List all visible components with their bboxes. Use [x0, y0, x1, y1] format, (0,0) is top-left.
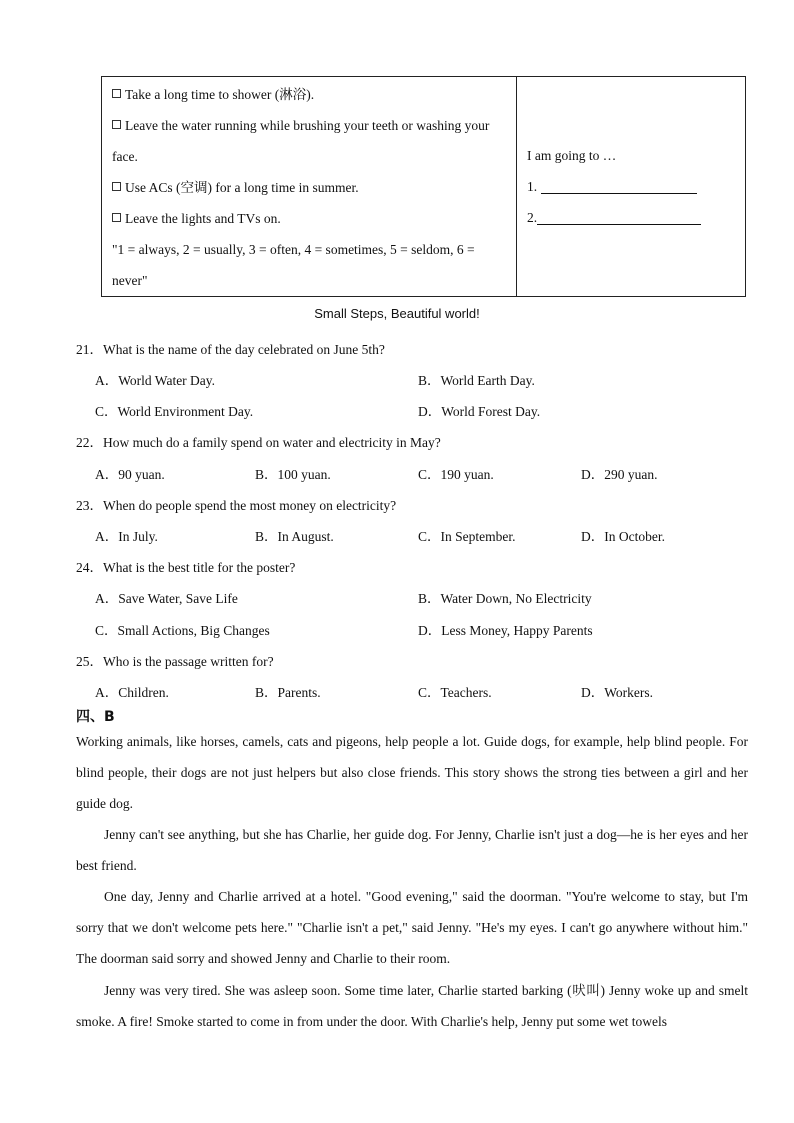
- checkbox-icon[interactable]: [112, 182, 121, 191]
- option-d[interactable]: D．Less Money, Happy Parents: [418, 623, 593, 638]
- option-c[interactable]: C．Teachers.: [418, 685, 492, 700]
- question-stem: 25．Who is the passage written for?: [76, 654, 274, 669]
- option-c[interactable]: C．World Environment Day.: [95, 404, 254, 419]
- habit-item: Use ACs (空调) for a long time in summer.: [112, 172, 516, 203]
- option-c[interactable]: C．190 yuan.: [418, 467, 494, 482]
- poster-table: [101, 76, 746, 297]
- option-b[interactable]: B．World Earth Day.: [418, 373, 535, 388]
- question-stem: 22．How much do a family spend on water and electricity in May?: [76, 435, 441, 450]
- checkbox-icon[interactable]: [112, 120, 121, 129]
- passage-paragraph: Working animals, like horses, camels, cats and pigeons, help people a lot. Guide dogs, for example, help blind people. For blind people, their dogs are not just helpers but also close friends. This story shows the strong ties between a girl and her guide dog.: [76, 734, 748, 811]
- habit-item: Leave the lights and TVs on.: [112, 203, 516, 234]
- rating-scale: "1 = always, 2 = usually, 3 = often, 4 = sometimes, 5 = seldom, 6 =: [112, 242, 475, 257]
- option-c[interactable]: C．Small Actions, Big Changes: [95, 623, 270, 638]
- option-a[interactable]: A．Save Water, Save Life: [95, 591, 238, 606]
- option-d[interactable]: D．290 yuan.: [581, 467, 658, 482]
- option-b[interactable]: B．In August.: [255, 529, 334, 544]
- option-a[interactable]: A．Children.: [95, 685, 169, 700]
- question-stem: 21．What is the name of the day celebrated on June 5th?: [76, 342, 385, 357]
- section-heading: 四、B: [76, 709, 115, 725]
- passage-paragraph: One day, Jenny and Charlie arrived at a hotel. "Good evening," said the doorman. "You're welcome to stay, but I'm sorry that we don't welcome pets here." "Charlie isn't a pet," said Jenny. "He's my eyes. I can't go anywhere without him." The doorman said sorry and showed Jenny and Charlie to their room.: [76, 889, 748, 966]
- passage-paragraph: Jenny was very tired. She was asleep soon. Some time later, Charlie started barking (吠叫) Jenny woke up and smelt smoke. A fire! Smoke started to come in from under the door. With Charlie's help, Jenny put some wet towels: [76, 983, 748, 1029]
- poster-caption: Small Steps, Beautiful world!: [314, 306, 480, 321]
- habit-item: Leave the water running while brushing your teeth or washing your: [112, 110, 516, 141]
- option-d[interactable]: D．In October.: [581, 529, 665, 544]
- checkbox-icon[interactable]: [112, 89, 121, 98]
- plan-blank-1[interactable]: [541, 180, 697, 194]
- option-b[interactable]: B．Water Down, No Electricity: [418, 591, 592, 606]
- passage-paragraph: Jenny can't see anything, but she has Charlie, her guide dog. For Jenny, Charlie isn't just a dog—he is her eyes and her best friend.: [76, 827, 748, 873]
- option-c[interactable]: C．In September.: [418, 529, 516, 544]
- habit-item-continued: face.: [112, 149, 138, 164]
- plan-blank-2[interactable]: [537, 211, 701, 225]
- question-stem: 24．What is the best title for the poster?: [76, 560, 296, 575]
- plan-line-2: 2.: [527, 209, 701, 227]
- option-a[interactable]: A．World Water Day.: [95, 373, 216, 388]
- rating-scale-continued: never": [112, 273, 148, 288]
- plan-line-1: 1.: [527, 178, 697, 196]
- question-stem: 23．When do people spend the most money on electricity?: [76, 498, 397, 513]
- option-a[interactable]: A．In July.: [95, 529, 158, 544]
- checkbox-icon[interactable]: [112, 213, 121, 222]
- habits-cell: [102, 77, 517, 296]
- option-b[interactable]: B．100 yuan.: [255, 467, 331, 482]
- option-d[interactable]: D．World Forest Day.: [418, 404, 541, 419]
- plan-cell: [517, 77, 745, 296]
- option-b[interactable]: B．Parents.: [255, 685, 321, 700]
- going-label: I am going to …: [527, 148, 617, 163]
- option-a[interactable]: A．90 yuan.: [95, 467, 165, 482]
- option-d[interactable]: D．Workers.: [581, 685, 654, 700]
- habit-item: Take a long time to shower (淋浴).: [112, 79, 516, 110]
